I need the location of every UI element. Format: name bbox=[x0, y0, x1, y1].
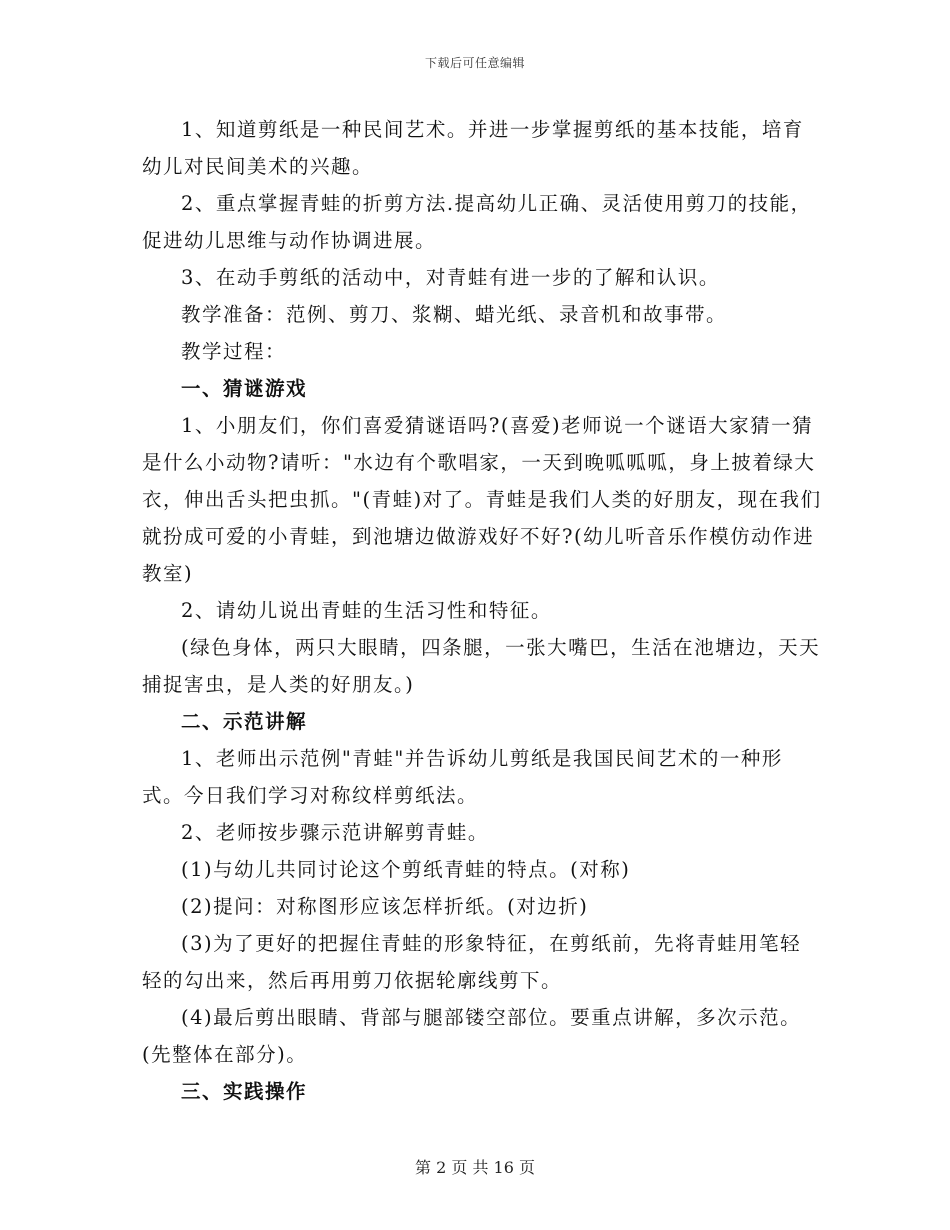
demonstration-paragraph-2: 2、老师按步骤示范讲解剪青蛙。 bbox=[181, 821, 489, 844]
step-2: (2)提问：对称图形应该怎样折纸。(对边折) bbox=[181, 895, 589, 918]
page-header: 下载后可任意编辑 bbox=[424, 56, 525, 70]
document-body bbox=[142, 111, 822, 1110]
objective-1: 1、知道剪纸是一种民间艺术。并进一步掌握剪纸的基本技能，培育幼儿对民间美术的兴趣。 bbox=[142, 118, 804, 178]
teaching-process-label: 教学过程： bbox=[181, 340, 287, 363]
frog-habits-paragraph: 2、请幼儿说出青蛙的生活习性和特征。 bbox=[181, 599, 552, 622]
teaching-preparation: 教学准备：范例、剪刀、浆糊、蜡光纸、录音机和故事带。 bbox=[181, 303, 728, 326]
objective-3: 3、在动手剪纸的活动中，对青蛙有进一步的了解和认识。 bbox=[181, 266, 720, 289]
section-heading-practice: 三、实践操作 bbox=[181, 1080, 308, 1103]
step-3: (3)为了更好的把握住青蛙的形象特征，在剪纸前，先将青蛙用笔轻轻的勾出来，然后再用剪刀依据轮廓线剪下。 bbox=[142, 932, 802, 992]
step-4: (4)最后剪出眼睛、背部与腿部镂空部位。要重点讲解，多次示范。(先整体在部分)。 bbox=[142, 1006, 802, 1066]
section-heading-riddle-game: 一、猜谜游戏 bbox=[181, 377, 308, 400]
demonstration-paragraph-1: 1、老师出示范例"青蛙"并告诉幼儿剪纸是我国民间艺术的一种形式。今日我们学习对称纹样剪纸法。 bbox=[142, 747, 783, 807]
objective-2: 2、重点掌握青蛙的折剪方法.提高幼儿正确、灵活使用剪刀的技能，促进幼儿思维与动作协调进展。 bbox=[142, 192, 812, 252]
frog-features-paragraph: (绿色身体，两只大眼睛，四条腿，一张大嘴巴，生活在池塘边，天天捕捉害虫，是人类的好朋友。) bbox=[142, 636, 821, 696]
section-heading-demonstration: 二、示范讲解 bbox=[181, 710, 308, 733]
page-number: 第 2 页 共 16 页 bbox=[415, 1158, 535, 1177]
step-1: (1)与幼儿共同讨论这个剪纸青蛙的特点。(对称) bbox=[181, 858, 631, 881]
riddle-paragraph: 1、小朋友们，你们喜爱猜谜语吗?(喜爱)老师说一个谜语大家猜一猜是什么小动物?请听："水边有个歌唱家，一天到晚呱呱呱，身上披着绿大衣，伸出舌头把虫抓。"(青蛙)对了。青蛙是我们人类的好朋友，现在我们就扮成可爱的小青蛙，到池塘边做游戏好不好?(幼儿听音乐作模仿动作进教室) bbox=[142, 414, 822, 585]
